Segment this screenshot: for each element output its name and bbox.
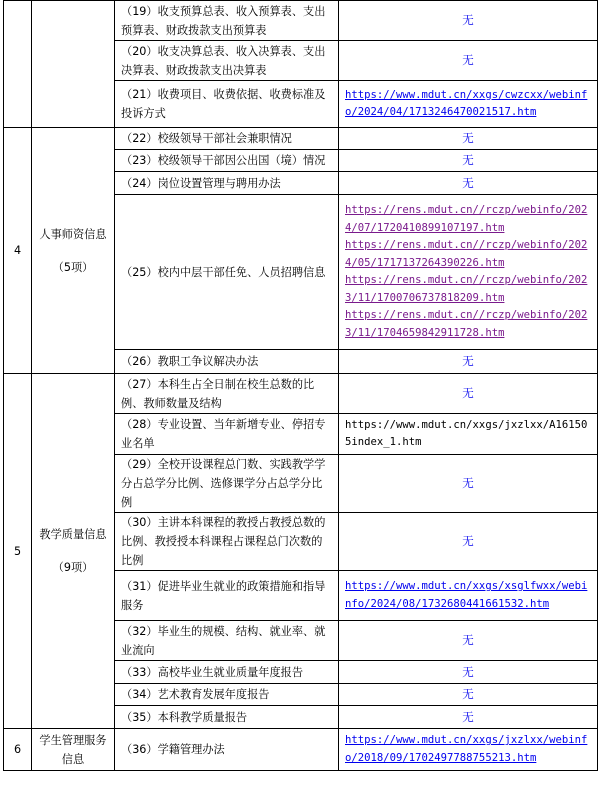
none-value: 无 xyxy=(462,476,474,490)
item-label: （32）毕业生的规模、结构、就业率、就业流向 xyxy=(115,621,339,661)
table-row xyxy=(4,374,598,414)
disclosure-link[interactable]: https://www.mdut.cn/xxgs/xsglfwxx/webinfo/2024/08/1732680441661532.htm xyxy=(345,580,588,610)
item-label: （35）本科教学质量报告 xyxy=(115,706,339,729)
none-value: 无 xyxy=(462,664,474,679)
none-value: 无 xyxy=(462,13,474,27)
item-label: （19）收支预算总表、收入预算表、支出预算表、财政拨款支出预算表 xyxy=(115,1,339,41)
section-count: （5项） xyxy=(52,260,94,274)
item-label: （36）学籍管理办法 xyxy=(115,729,339,771)
none-value: 无 xyxy=(462,153,474,167)
disclosure-table xyxy=(3,0,598,771)
item-label: （29）全校开设课程总门数、实践教学学分占总学分比例、选修课学分占总学分比例 xyxy=(115,455,339,513)
none-value: 无 xyxy=(462,633,474,647)
section-count: （9项） xyxy=(52,561,94,574)
item-label: （20）收支决算总表、收入决算表、支出决算表、财政拨款支出决算表 xyxy=(115,41,339,81)
section-continuation-cell xyxy=(32,1,115,128)
item-label: （33）高校毕业生就业质量年度报告 xyxy=(115,661,339,684)
none-value: 无 xyxy=(462,386,474,400)
item-label: （28）专业设置、当年新增专业、停招专业名单 xyxy=(115,414,339,455)
none-value: 无 xyxy=(462,534,474,548)
item-label: （21）收费项目、收费依据、收费标准及投诉方式 xyxy=(115,81,339,128)
none-value: 无 xyxy=(462,354,474,368)
disclosure-link[interactable]: https://www.mdut.cn/xxgs/jxzlxx/webinfo/2018/09/1702497788755213.htm xyxy=(345,734,588,764)
item-label: （31）促进毕业生就业的政策措施和指导服务 xyxy=(115,571,339,621)
section-category xyxy=(32,374,115,729)
none-value: 无 xyxy=(462,709,474,724)
section-name: 学生管理服务信息 xyxy=(39,733,107,766)
table-row xyxy=(4,1,598,41)
recruitment-link[interactable]: https://rens.mdut.cn//rczp/webinfo/2023/11/1704659842911728.htm xyxy=(345,309,588,339)
item-label: （27）本科生占全日制在校生总数的比例、教师数量及结构 xyxy=(115,374,339,414)
none-value: 无 xyxy=(462,53,474,67)
none-value: 无 xyxy=(462,687,474,701)
section-number: 5 xyxy=(4,374,32,729)
section-name: 教学质量信息 xyxy=(39,528,107,541)
none-value: 无 xyxy=(462,131,474,145)
item-label: （34）艺术教育发展年度报告 xyxy=(115,684,339,706)
item-label: （30）主讲本科课程的教授占教授总数的比例、教授授本科课程占课程总门次数的比例 xyxy=(115,513,339,571)
item-label: （22）校级领导干部社会兼职情况 xyxy=(115,128,339,150)
item-label: （26）教职工争议解决办法 xyxy=(115,350,339,374)
item-label: （25）校内中层干部任免、人员招聘信息 xyxy=(115,195,339,350)
recruitment-link[interactable]: https://rens.mdut.cn//rczp/webinfo/2024/07/1720410899107197.htm xyxy=(345,204,588,234)
section-continuation-cell xyxy=(4,1,32,128)
section-number: 4 xyxy=(4,128,32,374)
disclosure-link[interactable]: https://www.mdut.cn/xxgs/cwzcxx/webinfo/2024/04/1713246470021517.htm xyxy=(345,88,588,118)
none-value: 无 xyxy=(462,175,474,190)
item-label: （24）岗位设置管理与聘用办法 xyxy=(115,172,339,195)
section-category xyxy=(32,128,115,374)
table-row xyxy=(4,729,598,771)
specialty-list-url: https://www.mdut.cn/xxgs/jxzlxx/A161505index_1.htm xyxy=(345,418,588,448)
recruitment-link[interactable]: https://rens.mdut.cn//rczp/webinfo/2023/11/1700706737818209.htm xyxy=(345,274,588,304)
section-name: 人事师资信息 xyxy=(39,227,107,241)
section-category xyxy=(32,729,115,771)
section-number: 6 xyxy=(4,729,32,771)
recruitment-link[interactable]: https://rens.mdut.cn//rczp/webinfo/2024/05/1717137264390226.htm xyxy=(345,239,588,269)
table-row xyxy=(4,128,598,150)
item-label: （23）校级领导干部因公出国（境）情况 xyxy=(115,150,339,172)
